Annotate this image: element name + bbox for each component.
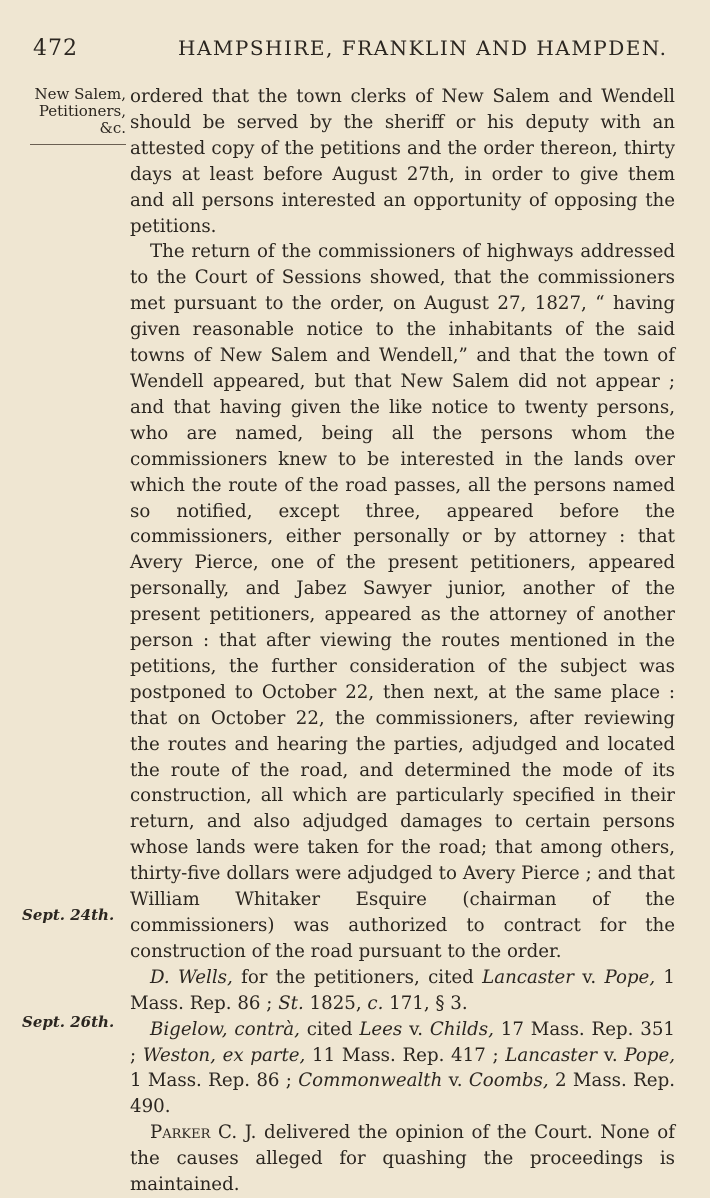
judge-name: Parker (150, 1122, 211, 1144)
case-name: Weston, ex parte, (142, 1044, 306, 1066)
text: v. (573, 966, 605, 988)
case-name: Childs, (429, 1018, 494, 1040)
case-name: Lancaster (482, 966, 574, 988)
text: cited (299, 1018, 360, 1040)
text: 2 Mass. Rep. 490. (130, 1070, 675, 1118)
text: 1 Mass. Rep. 86 ; (130, 966, 676, 1014)
counsel-name: Bigelow, contrà, (150, 1018, 300, 1040)
text: 171, § 3. (383, 992, 468, 1014)
page-number: 472 (33, 36, 78, 61)
margin-line: &c. (99, 119, 126, 137)
margin-line: New Salem, (34, 85, 126, 103)
running-head: HAMPSHIRE, FRANKLIN AND HAMPDEN. (178, 36, 668, 60)
case-name: Lancaster (505, 1044, 598, 1066)
paragraph-1: ordered that the town clerks of New Salem and Wendell should be served by the sheriff or his deputy with an attested copy of the petitions and the order thereon, thirty days at least before August 27th, in order to give them and all persons interested an opportunity of opposing the petitions. (130, 86, 675, 237)
page-header (33, 36, 670, 66)
margin-divider (30, 144, 126, 145)
paragraph-3-citations (130, 965, 675, 1017)
statute-abbrev: St. (278, 992, 304, 1014)
paragraph-5-opinion (130, 1120, 675, 1198)
margin-case-title (22, 86, 126, 137)
text: v. (597, 1044, 625, 1066)
text: 11 Mass. Rep. 417 ; (305, 1044, 506, 1066)
case-name: Commonwealth (298, 1070, 443, 1092)
case-name: Coombs, (468, 1070, 549, 1092)
text: C. J. delivered the opinion of the Court. None of the causes alleged for quashing the proceedings is maintained. (130, 1122, 675, 1196)
chapter-abbrev: c. (367, 992, 384, 1014)
text: v. (402, 1018, 430, 1040)
text: v. (442, 1070, 469, 1092)
text: for the petitioners, cited (232, 966, 483, 988)
body-text (130, 84, 675, 1198)
text: 17 Mass. Rep. 351 ; (130, 1018, 675, 1066)
paragraph-2: The return of the commissioners of highways addressed to the Court of Sessions showed, that the commissioners met pursuant to the order, on August 27, 1827, “ having given reasonable notice to the inhabitants of the said towns of New Salem and Wendell,” and that the town of Wendell appeared, but that New Salem did not appear ; and that having given the like notice to twenty persons, who are named, being all the persons whom the commissioners knew to be interested in the lands over which the route of the road passes, all the persons named so notified, except three, appeared before the commissioners, either personally or by attorney : that Avery Pierce, one of the present petitioners, appeared personally, and Jabez Sawyer junior, another of the present petitioners, appeared as the attorney of another person : that after viewing the routes mentioned in the petitions, the further consideration of the subject was postponed to October 22, then next, at the same place : that on October 22, the commissioners, after reviewing the routes and hearing the parties, adjudged and located the route of the road, and determined the mode of its construction, all which are particularly specified in their return, and also adjudged damages to certain persons whose lands were taken for the road; that among others, thirty-five dollars were adjudged to Avery Pierce ; and that William Whitaker Esquire (chairman of the commissioners) was authorized to contract for the construction of the road pursuant to the order. (130, 241, 675, 962)
margin-date-1: Sept. 24th. (22, 906, 115, 924)
margin-date-2: Sept. 26th. (22, 1013, 115, 1031)
case-name: Lees (359, 1018, 403, 1040)
margin-line: Petitioners, (38, 102, 126, 120)
text: 1825, (303, 992, 368, 1014)
paragraph-4-citations (130, 1017, 675, 1121)
case-name: Pope, (604, 966, 656, 988)
text: 1 Mass. Rep. 86 ; (130, 1070, 299, 1092)
counsel-name: D. Wells, (150, 966, 233, 988)
case-name: Pope, (624, 1044, 675, 1066)
